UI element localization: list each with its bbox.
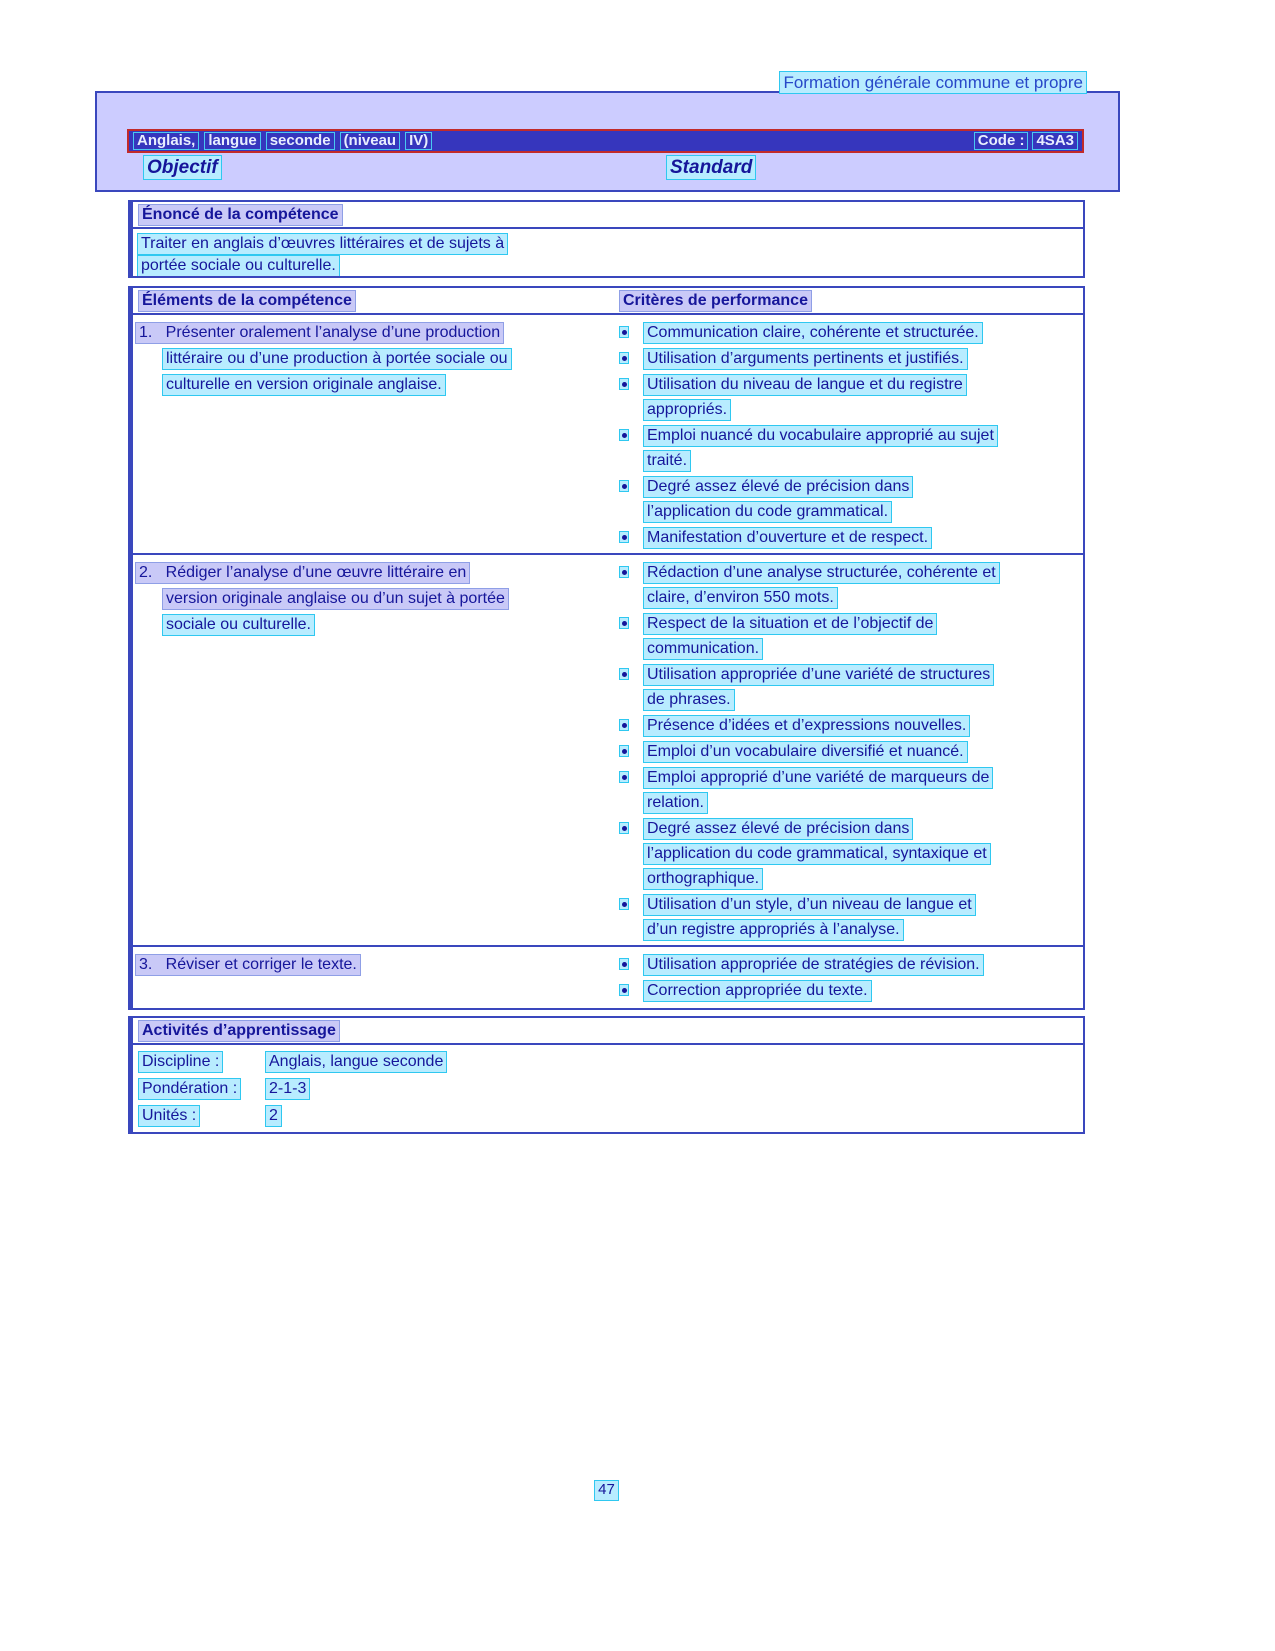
statement-line-text: Traiter en anglais d’œuvres littéraires et de sujets à	[137, 233, 508, 255]
activity-value: Anglais, langue seconde	[265, 1051, 447, 1073]
element-line-text: 3. Réviser et corriger le texte.	[135, 954, 361, 976]
criterion-item	[619, 978, 1083, 1003]
criterion-line	[643, 790, 993, 815]
bullet-marker	[619, 713, 643, 738]
course-code-part: 4SA3	[1032, 132, 1078, 150]
element-line-text: littéraire ou d’une production à portée sociale ou	[162, 348, 512, 370]
bullet-marker	[619, 978, 643, 1003]
statement-line-text: portée sociale ou culturelle.	[137, 255, 340, 277]
course-title-word: langue	[204, 132, 260, 150]
criterion-item	[619, 423, 1083, 473]
criterion-line-text: l’application du code grammatical.	[643, 501, 892, 523]
bullet-marker	[619, 739, 643, 764]
statement-line	[137, 233, 1083, 255]
bullet-icon	[619, 378, 629, 390]
criterion-line-text: Manifestation d’ouverture et de respect.	[643, 527, 932, 549]
course-title-word: IV)	[405, 132, 432, 150]
bullet-dot-icon	[622, 621, 627, 626]
criterion-line-text: Degré assez élevé de précision dans	[643, 476, 913, 498]
bullet-dot-icon	[622, 826, 627, 831]
course-title-word: seconde	[266, 132, 335, 150]
criterion-line	[643, 816, 991, 841]
criteria-cell	[611, 320, 1083, 553]
bullet-marker	[619, 892, 643, 942]
bullet-dot-icon	[622, 775, 627, 780]
bullet-dot-icon	[622, 672, 627, 677]
criterion-line	[643, 765, 993, 790]
criterion-line	[643, 346, 968, 371]
criterion-line-text: appropriés.	[643, 399, 731, 421]
competence-header-row	[133, 288, 1083, 315]
elements-column-header: Éléments de la compétence	[138, 290, 356, 312]
criterion-line-text: Correction appropriée du texte.	[643, 980, 872, 1002]
criterion-item	[619, 474, 1083, 524]
bullet-icon	[619, 771, 629, 783]
criterion-line	[643, 397, 967, 422]
competence-rows	[133, 315, 1083, 1008]
top-header-text: Formation générale commune et propre	[779, 71, 1087, 94]
criterion-text	[643, 525, 932, 550]
criterion-line	[643, 499, 913, 524]
enonce-header-text: Énoncé de la compétence	[138, 204, 343, 226]
criterion-line-text: orthographique.	[643, 868, 763, 890]
bullet-dot-icon	[622, 484, 627, 489]
criterion-line	[643, 866, 991, 891]
criterion-text	[643, 952, 984, 977]
bullet-icon	[619, 822, 629, 834]
criterion-line	[643, 423, 998, 448]
activity-label: Pondération :	[138, 1078, 241, 1100]
element-line-text: culturelle en version originale anglaise.	[162, 374, 446, 396]
criterion-line-text: Rédaction d’une analyse structurée, cohérente et	[643, 562, 1000, 584]
bullet-dot-icon	[622, 902, 627, 907]
activity-value: 2-1-3	[265, 1078, 310, 1100]
subtitle-row	[143, 155, 1118, 187]
criterion-line-text: l’application du code grammatical, syntaxique et	[643, 843, 991, 865]
bullet-icon	[619, 745, 629, 757]
criterion-text	[643, 611, 937, 661]
criterion-line	[643, 662, 994, 687]
criterion-item	[619, 525, 1083, 550]
element-line	[135, 560, 611, 586]
bullet-dot-icon	[622, 749, 627, 754]
criteres-column-header: Critères de performance	[619, 290, 812, 312]
enonce-table	[128, 200, 1085, 278]
criterion-text	[643, 346, 968, 371]
activity-row	[138, 1051, 1083, 1078]
competence-table	[128, 286, 1085, 1010]
bullet-marker	[619, 346, 643, 371]
criterion-item	[619, 816, 1083, 891]
criterion-line-text: Utilisation d’arguments pertinents et justifiés.	[643, 348, 968, 370]
course-title	[133, 132, 432, 150]
criterion-line	[643, 841, 991, 866]
bullet-icon	[619, 898, 629, 910]
criterion-item	[619, 892, 1083, 942]
bullet-icon	[619, 617, 629, 629]
course-title-word: (niveau	[340, 132, 401, 150]
criterion-text	[643, 892, 976, 942]
activity-label: Discipline :	[138, 1051, 223, 1073]
bullet-icon	[619, 984, 629, 996]
bullet-marker	[619, 423, 643, 473]
bullet-marker	[619, 662, 643, 712]
bullet-icon	[619, 352, 629, 364]
criterion-line	[643, 917, 976, 942]
activites-header-text: Activités d’apprentissage	[138, 1020, 340, 1042]
bullet-marker	[619, 474, 643, 524]
criterion-text	[643, 560, 1000, 610]
element-cell	[133, 320, 611, 553]
bullet-dot-icon	[622, 330, 627, 335]
criterion-line-text: Communication claire, cohérente et structurée.	[643, 322, 983, 344]
criterion-item	[619, 372, 1083, 422]
criterion-line-text: Utilisation appropriée d’une variété de structures	[643, 664, 994, 686]
activity-row	[138, 1078, 1083, 1105]
bullet-marker	[619, 320, 643, 345]
element-line	[135, 320, 611, 346]
criterion-line	[643, 952, 984, 977]
activity-row	[138, 1105, 1083, 1132]
criterion-line-text: de phrases.	[643, 689, 735, 711]
criterion-text	[643, 423, 998, 473]
criterion-line	[643, 636, 937, 661]
bullet-dot-icon	[622, 382, 627, 387]
course-title-bar	[127, 129, 1084, 153]
competence-row	[133, 947, 1083, 1008]
criterion-item	[619, 662, 1083, 712]
element-line-text: sociale ou culturelle.	[162, 614, 315, 636]
criterion-line	[643, 687, 994, 712]
criteria-cell	[611, 560, 1083, 945]
page-number	[0, 1480, 1213, 1501]
criterion-line-text: Utilisation d’un style, d’un niveau de langue et	[643, 894, 976, 916]
activites-body	[133, 1045, 1083, 1132]
element-line	[162, 586, 611, 612]
criterion-line-text: claire, d’environ 550 mots.	[643, 587, 838, 609]
criterion-item	[619, 320, 1083, 345]
activites-header-row	[133, 1018, 1083, 1045]
criterion-line-text: Emploi approprié d’une variété de marqueurs de	[643, 767, 993, 789]
bullet-dot-icon	[622, 962, 627, 967]
bullet-dot-icon	[622, 433, 627, 438]
element-cell	[133, 952, 611, 1008]
criterion-line	[643, 372, 967, 397]
element-line-text: version originale anglaise ou d’un sujet à portée	[162, 588, 509, 610]
criterion-text	[643, 662, 994, 712]
bullet-icon	[619, 480, 629, 492]
criterion-line-text: Emploi d’un vocabulaire diversifié et nuancé.	[643, 741, 968, 763]
criteria-cell	[611, 952, 1083, 1008]
bullet-marker	[619, 560, 643, 610]
criterion-item	[619, 739, 1083, 764]
criterion-text	[643, 978, 872, 1003]
element-line	[162, 346, 611, 372]
criterion-line-text: d’un registre appropriés à l’analyse.	[643, 919, 904, 941]
bullet-icon	[619, 326, 629, 338]
course-title-word: Anglais,	[133, 132, 199, 150]
bullet-icon	[619, 531, 629, 543]
criterion-line	[643, 320, 983, 345]
element-line-text: 1. Présenter oralement l’analyse d’une production	[135, 322, 504, 344]
objectif-label: Objectif	[143, 155, 222, 180]
criterion-line-text: relation.	[643, 792, 708, 814]
enonce-header-row	[133, 202, 1083, 229]
criterion-text	[643, 320, 983, 345]
criterion-item	[619, 611, 1083, 661]
criterion-line-text: Présence d’idées et d’expressions nouvelles.	[643, 715, 970, 737]
bullet-dot-icon	[622, 988, 627, 993]
criterion-line	[643, 611, 937, 636]
criterion-line-text: Emploi nuancé du vocabulaire approprié au sujet	[643, 425, 998, 447]
criterion-line	[643, 585, 1000, 610]
criterion-item	[619, 713, 1083, 738]
bullet-icon	[619, 668, 629, 680]
activites-table	[128, 1016, 1085, 1134]
criterion-text	[643, 816, 991, 891]
criterion-line-text: Respect de la situation et de l’objectif de	[643, 613, 937, 635]
header-box	[95, 91, 1120, 192]
element-cell	[133, 560, 611, 945]
criterion-item	[619, 952, 1083, 977]
course-code	[974, 132, 1078, 150]
bullet-marker	[619, 952, 643, 977]
bullet-marker	[619, 372, 643, 422]
criterion-item	[619, 560, 1083, 610]
element-line	[162, 372, 611, 398]
element-line	[135, 952, 611, 978]
activity-value: 2	[265, 1105, 282, 1127]
criterion-item	[619, 346, 1083, 371]
bullet-marker	[619, 611, 643, 661]
criterion-line	[643, 892, 976, 917]
competence-row	[133, 555, 1083, 947]
criterion-text	[643, 372, 967, 422]
criterion-line-text: Utilisation appropriée de stratégies de révision.	[643, 954, 984, 976]
bullet-icon	[619, 958, 629, 970]
criterion-item	[619, 765, 1083, 815]
statement-line	[137, 255, 1083, 277]
criterion-line-text: Utilisation du niveau de langue et du registre	[643, 374, 967, 396]
criterion-line	[643, 448, 998, 473]
criterion-line-text: traité.	[643, 450, 691, 472]
bullet-marker	[619, 765, 643, 815]
bullet-icon	[619, 719, 629, 731]
bullet-marker	[619, 525, 643, 550]
criterion-text	[643, 765, 993, 815]
course-code-part: Code :	[974, 132, 1029, 150]
criterion-text	[643, 474, 913, 524]
criterion-line	[643, 978, 872, 1003]
standard-label: Standard	[666, 155, 756, 180]
criterion-line	[643, 713, 970, 738]
criterion-text	[643, 739, 968, 764]
element-line-text: 2. Rédiger l’analyse d’une œuvre littéraire en	[135, 562, 470, 584]
bullet-icon	[619, 429, 629, 441]
competence-row	[133, 315, 1083, 555]
criterion-line	[643, 560, 1000, 585]
criterion-text	[643, 713, 970, 738]
activity-label: Unités :	[138, 1105, 200, 1127]
criterion-line-text: communication.	[643, 638, 763, 660]
criterion-line	[643, 739, 968, 764]
enonce-body	[133, 229, 1083, 277]
page-number-text: 47	[594, 1480, 619, 1501]
bullet-dot-icon	[622, 570, 627, 575]
bullet-dot-icon	[622, 535, 627, 540]
bullet-dot-icon	[622, 356, 627, 361]
criterion-line-text: Degré assez élevé de précision dans	[643, 818, 913, 840]
bullet-marker	[619, 816, 643, 891]
element-line	[162, 612, 611, 638]
criterion-line	[643, 525, 932, 550]
bullet-dot-icon	[622, 723, 627, 728]
bullet-icon	[619, 566, 629, 578]
document-top-header	[0, 71, 1087, 94]
criterion-line	[643, 474, 913, 499]
